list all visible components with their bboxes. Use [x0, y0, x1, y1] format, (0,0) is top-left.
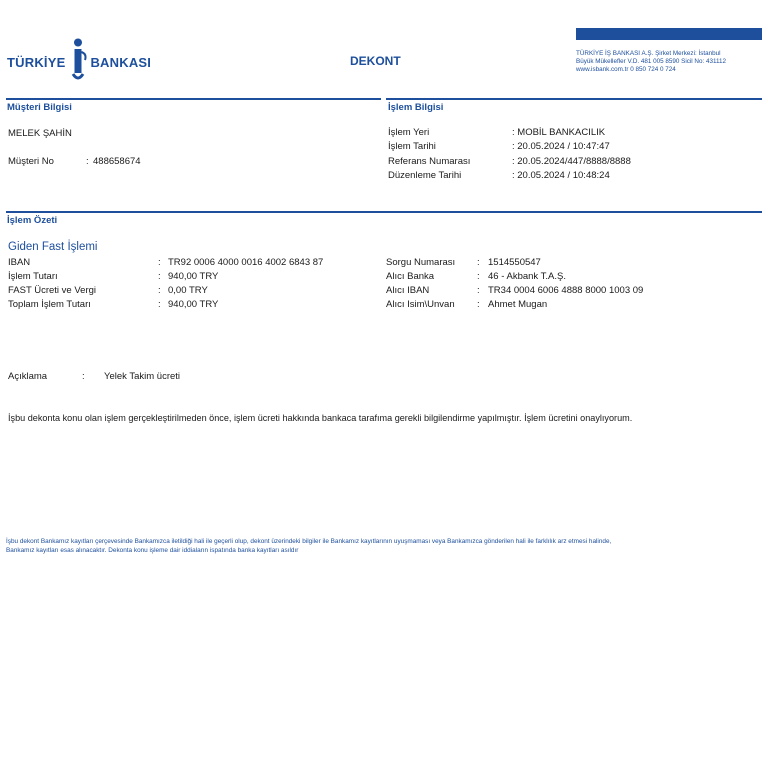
hq-line: www.isbank.com.tr 0 850 724 0 724	[576, 66, 676, 74]
customer-name: MELEK ŞAHİN	[8, 128, 72, 139]
footer-line: İşbu dekont Bankamız kayıtları çerçevesinde Bankamızca iletildiği hali ile geçerli olup, dekont üzerindeki bilgiler ile Bankamız kayıtlarının uyuşmaması veya Bankamızca gönderilen hali ile farklılık arz etmesi halinde,	[6, 538, 612, 545]
summary-separator: :	[477, 271, 480, 282]
summary-label: Sorgu Numarası	[386, 257, 456, 268]
header-accent-bar	[576, 28, 762, 40]
description-separator: :	[82, 371, 85, 382]
hq-line: Büyük Mükellefler V.D. 481 005 8590 Sicil No: 431112	[576, 58, 727, 66]
summary-separator: :	[158, 285, 161, 296]
transaction-label: Düzenleme Tarihi	[388, 170, 462, 181]
summary-label: İşlem Tutarı	[8, 271, 58, 282]
logo-text-right: BANKASI	[90, 54, 152, 70]
transaction-value: : 20.05.2024/447/8888/8888	[512, 156, 631, 167]
customer-no-label: Müşteri No	[8, 156, 54, 167]
footer-disclaimer	[6, 537, 611, 555]
summary-label: Alıcı Isim\Unvan	[386, 299, 455, 310]
total-amount: 940,00 TRY	[168, 299, 219, 310]
logo-text-left: TÜRKİYE	[7, 54, 66, 70]
transaction-label: İşlem Tarihi	[388, 141, 436, 152]
transaction-label: İşlem Yeri	[388, 127, 430, 138]
customer-section-title: Müşteri Bilgisi	[7, 102, 72, 113]
bank-logo	[7, 40, 151, 84]
recipient-bank: 46 - Akbank T.A.Ş.	[488, 271, 566, 282]
summary-separator: :	[158, 299, 161, 310]
consent-statement: İşbu dekonta konu olan işlem gerçekleştirilmeden önce, işlem ücreti hakkında bankaca tarafıma gerekli bilgilendirme yapılmıştır. İşlem ücretini onaylıyorum.	[8, 413, 633, 423]
transaction-label: Referans Numarası	[388, 156, 471, 167]
description-label: Açıklama	[8, 371, 48, 382]
summary-label: IBAN	[8, 257, 31, 268]
customer-no-separator: :	[86, 156, 89, 167]
summary-label: Alıcı Banka	[386, 271, 435, 282]
section-divider	[6, 211, 762, 213]
section-divider	[386, 98, 762, 100]
recipient-name: Ahmet Mugan	[488, 299, 548, 310]
bank-headquarters-info	[576, 50, 764, 75]
isbank-logo-icon	[68, 38, 88, 87]
transaction-type: Giden Fast İşlemi	[8, 241, 98, 253]
transaction-amount: 940,00 TRY	[168, 271, 219, 282]
fast-fee: 0,00 TRY	[168, 285, 208, 296]
transaction-value: : MOBİL BANKACILIK	[512, 127, 606, 138]
summary-section-title: İşlem Özeti	[7, 215, 58, 226]
transaction-value: : 20.05.2024 / 10:47:47	[512, 141, 610, 152]
recipient-iban: TR34 0004 6006 4888 8000 1003 09	[488, 285, 644, 296]
sender-iban: TR92 0006 4000 0016 4002 6843 87	[168, 257, 324, 268]
summary-label: Toplam İşlem Tutarı	[8, 299, 91, 310]
summary-separator: :	[158, 271, 161, 282]
summary-separator: :	[477, 299, 480, 310]
query-number: 1514550547	[488, 257, 541, 268]
transaction-section-title: İşlem Bilgisi	[388, 102, 444, 113]
summary-label: Alıcı IBAN	[386, 285, 430, 296]
section-divider	[6, 98, 381, 100]
hq-line: TÜRKİYE İŞ BANKASI A.Ş. Şirket Merkezi: İstanbul	[576, 50, 721, 57]
document-title: DEKONT	[350, 54, 401, 68]
summary-separator: :	[477, 257, 480, 268]
footer-line: Bankamız kayıtları esas alınacaktır. Dekonta konu işleme dair iddiaların ispatında banka kayıtları asıldır	[6, 547, 299, 554]
description-value: Yelek Takim ücreti	[104, 371, 181, 382]
summary-separator: :	[158, 257, 161, 268]
summary-label: FAST Ücreti ve Vergi	[8, 285, 96, 296]
summary-separator: :	[477, 285, 480, 296]
customer-no-value: 488658674	[93, 156, 141, 167]
transaction-value: : 20.05.2024 / 10:48:24	[512, 170, 610, 181]
